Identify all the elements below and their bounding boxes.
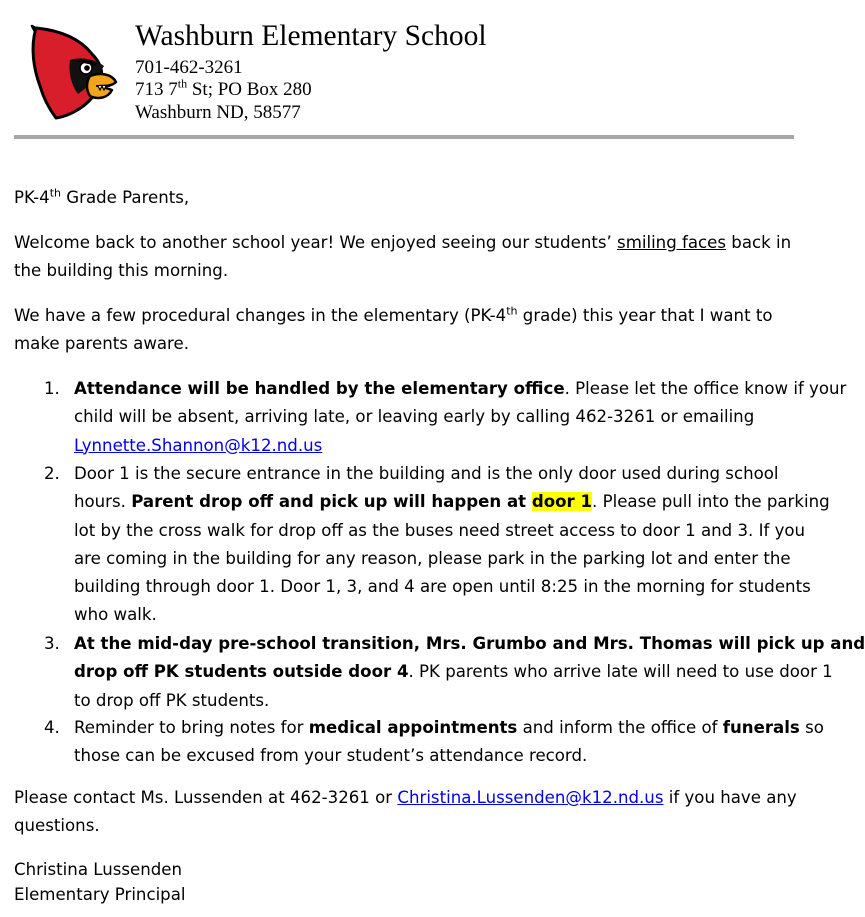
school-city-line: Washburn ND, 58577 [135,102,301,123]
greeting: PK-4th Grade Parents, [14,186,190,207]
christina-email-link[interactable]: Christina.Lussenden@k12.nd.us [397,788,664,807]
intro-paragraph: We have a few procedural changes in the elementary (PK-4th grade) this year that I want to make parents aware. [14,304,773,353]
signature-block [14,858,800,907]
header-divider [14,135,794,139]
door-1-highlight: door 1 [531,492,593,512]
lynnette-email-link[interactable]: Lynnette.Shannon@k12.nd.us [74,435,323,455]
signature-name: Christina Lussenden [14,860,183,879]
smiling-faces-text: smiling faces [617,233,727,252]
school-address: 713 7th St; PO Box 280 [135,76,312,100]
school-name: Washburn Elementary School [135,20,487,52]
contact-paragraph: Please contact Ms. Lussenden at 462-3261 or Christina.Lussenden@k12.nd.us if you have any questions. [14,788,797,835]
signature-title: Elementary Principal [14,884,186,904]
cardinal-mascot-logo [26,20,118,120]
welcome-paragraph: Welcome back to another school year! We enjoyed seeing our students’ smiling faces back in the building this morning. [14,233,792,280]
school-phone: 701-462-3261 [135,57,243,78]
